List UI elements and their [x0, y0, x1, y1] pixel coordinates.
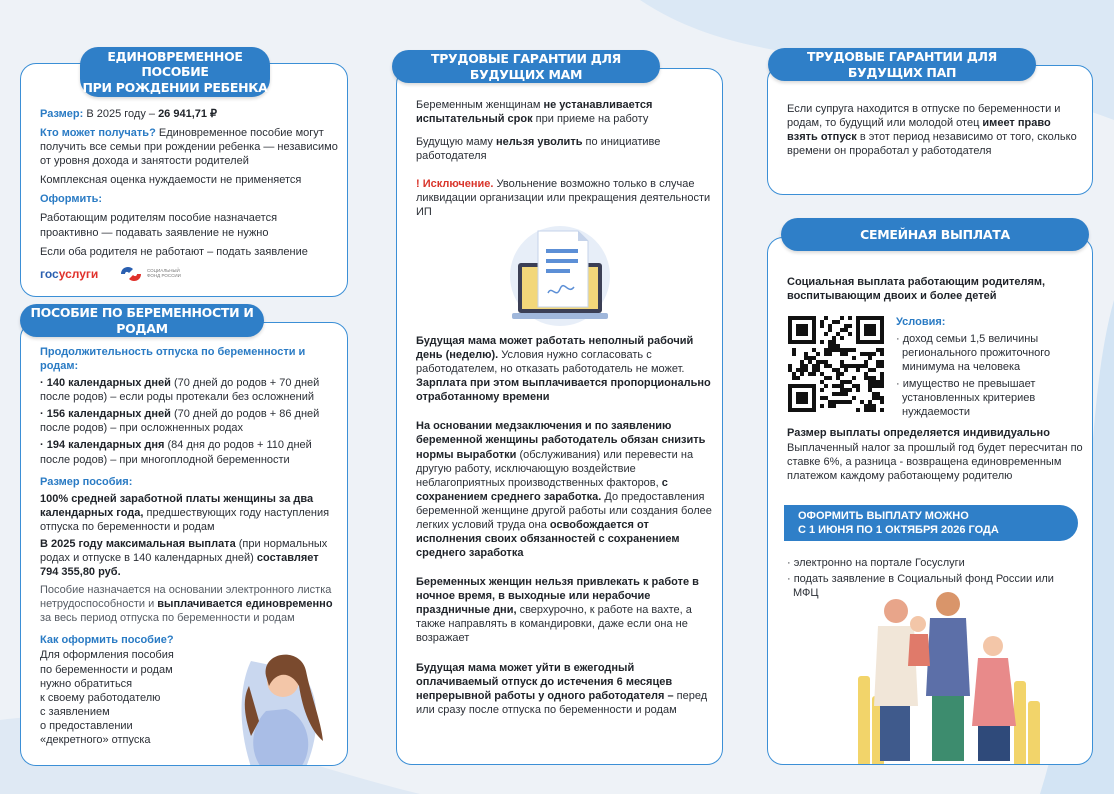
- condition-item: · доход семьи 1,5 величины регионального прожиточного минимума на человека: [896, 333, 1051, 374]
- assessment-text: Комплексная оценка нуждаемости не применяется: [40, 174, 302, 187]
- size-text: 100% средней заработной платы женщины за два календарных года, предшествующих году наступления отпуска по беременности и родам: [40, 492, 330, 533]
- document-laptop-illustration: [500, 221, 620, 331]
- fathers-text: Если супруга находится в отпуске по беременности и родам, то будущий или молодой отец имеет право взять отпуск в этот период независимо от того, сколько времени он проработал у работодателя: [787, 103, 1077, 158]
- mothers-guarantees-title: ТРУДОВЫЕ ГАРАНТИИ ДЛЯ БУДУЩИХ МАМ: [392, 50, 660, 83]
- sfr-emblem-icon: [117, 263, 145, 285]
- size-value: 26 941,71 ₽: [158, 108, 218, 120]
- gosuslugi-logo[interactable]: госуслуги: [40, 267, 99, 281]
- basis-text: Пособие назначается на основании электронного листка нетрудоспособности и выплачивается единовременно за весь период отпуска по беременности и родам: [40, 584, 333, 625]
- parttime-text: Будущая мама может работать неполный рабочий день (неделю). Условия нужно согласовать с работодателем, но отказать работодатель не может. Зарплата при этом выплачивается пропорционально отработанному времени: [416, 335, 711, 404]
- apply-text-2: Если оба родителя не работают – подать заявление: [40, 245, 308, 258]
- card-maternity-allowance: [20, 322, 348, 766]
- way-item: · подать заявление в Социальный фонд России или МФЦ: [787, 573, 1054, 600]
- size-label: Размер:: [40, 108, 84, 120]
- deadline-banner: ОФОРМИТЬ ВЫПЛАТУ МОЖНО С 1 ИЮНЯ ПО 1 ОКТЯБРЯ 2026 ГОДА: [784, 505, 1078, 541]
- birth-allowance-title: ЕДИНОВРЕМЕННОЕ ПОСОБИЕ ПРИ РОЖДЕНИИ РЕБЕНКА: [80, 47, 270, 97]
- dismissal-text: Будущую маму нельзя уволить по инициативе работодателя: [416, 136, 661, 163]
- pregnant-woman-illustration: [211, 641, 341, 766]
- workload-text: На основании медзаключения и по заявлению беременной женщины работодатель обязан снизить нормы выработки (обслуживания) или перевести на другую работу, исключающую воздействие неблагоприятных производственных факторов, с сохранением среднего заработка. До предоставления беременной женщине другой работы или создания более легких условий труда она освобождается от исполнения своих обязанностей с сохранением среднего заработка: [416, 420, 712, 560]
- duration-label: Продолжительность отпуска по беременности и родам:: [40, 346, 306, 373]
- qr-code[interactable]: [788, 316, 884, 412]
- payment-size-label: Размер выплаты определяется индивидуально: [787, 427, 1050, 439]
- night-work-text: Беременных женщин нельзя привлекать к работе в ночное время, в выходные или нерабочие праздничные дни, сверхурочно, к работе на вахте, а также направлять в командировки, даже если она не возражает: [416, 576, 699, 645]
- family-illustration: [848, 586, 1048, 765]
- payment-size-text: Выплаченный налог за прошлый год будет пересчитан по ставке 6%, а разница - возвращена единовременным платежом каждому работающему родителю: [787, 442, 1083, 483]
- max-text: В 2025 году максимальная выплата (при нормальных родах и отпуске в 140 календарных дней) составляет 794 355,80 руб.: [40, 537, 328, 579]
- size-label: Размер пособия:: [40, 475, 133, 488]
- duration-item: · 140 календарных дней (70 дней до родов + 70 дней после родов) – если роды протекали без осложнений: [40, 377, 320, 404]
- probation-text: Беременным женщинам не устанавливается испытательный срок при приеме на работу: [416, 99, 653, 126]
- how-label: Как оформить пособие?: [40, 634, 174, 647]
- how-text: Для оформления пособия по беременности и родам нужно обратиться к своему работодателю с заявлением о предоставлении «декретного» отпуска: [40, 649, 174, 746]
- who-text: Единовременное пособие могут получить все семьи при рождении ребенка — независимо от уровня дохода и занятости родителей: [40, 127, 338, 168]
- way-item: · электронно на портале Госуслуги: [787, 557, 965, 569]
- card-fathers-guarantees: [767, 65, 1093, 195]
- exception-text: ! Исключение. Увольнение возможно только в случае ликвидации организации или прекращения деятельности ИП: [416, 178, 711, 219]
- conditions-label: Условия:: [896, 316, 946, 328]
- size-text: В 2025 году –: [83, 108, 159, 120]
- apply-text-1: Работающим родителям пособие назначается проактивно — подавать заявление не нужно: [40, 212, 278, 239]
- annual-leave-text: Будущая мама может уйти в ежегодный оплачиваемый отпуск до истечения 6 месяцев непрерывной работы у одного работодателя – перед или сразу после отпуска по беременности и родам: [416, 661, 708, 716]
- card-mothers-guarantees: [396, 68, 723, 765]
- duration-item: · 156 календарных дней (70 дней до родов + 86 дней после родов) – при осложненных родах: [40, 408, 320, 435]
- maternity-allowance-title: ПОСОБИЕ ПО БЕРЕМЕННОСТИ И РОДАМ: [20, 304, 264, 337]
- condition-item: · имущество не превышает установленных критериев нуждаемости: [896, 378, 1036, 419]
- fathers-guarantees-title: ТРУДОВЫЕ ГАРАНТИИ ДЛЯ БУДУЩИХ ПАП: [768, 48, 1036, 81]
- family-intro: Социальная выплата работающим родителям, воспитывающим двоих и более детей: [787, 276, 1046, 303]
- who-label: Кто может получать?: [40, 127, 156, 140]
- card-family-payment: [767, 237, 1093, 765]
- sfr-logo[interactable]: СОЦИАЛЬНЫЙ ФОНД РОССИИ: [117, 263, 181, 285]
- family-payment-title: СЕМЕЙНАЯ ВЫПЛАТА: [781, 218, 1089, 251]
- duration-item: · 194 календарных дня (84 дня до родов + 110 дней после родов) – при многоплодной беременности: [40, 439, 312, 466]
- apply-label: Оформить:: [40, 193, 103, 206]
- card-birth-allowance: [20, 63, 348, 297]
